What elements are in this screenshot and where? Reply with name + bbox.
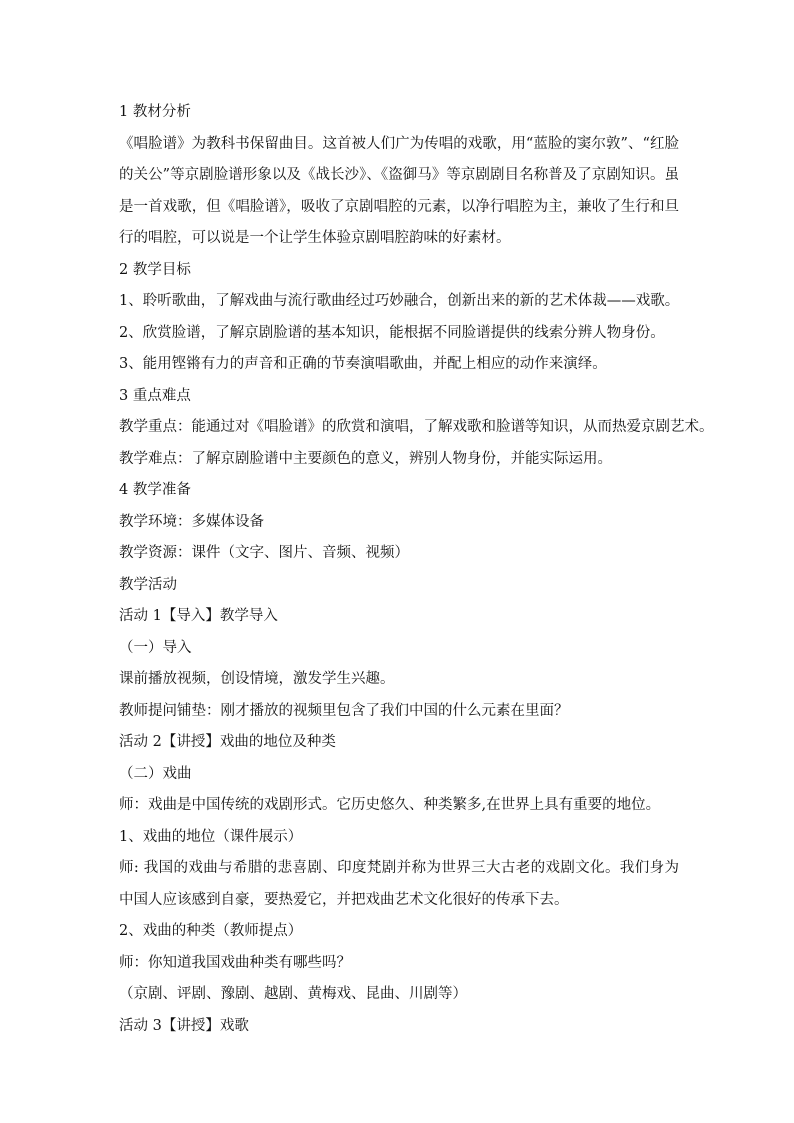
activity-2-item-2: 2、戏曲的种类（教师提点）	[119, 923, 303, 939]
difficulty-text: 教学难点：了解京剧脸谱中主要颜色的意义，辨别人物身份，并能实际运用。	[119, 450, 612, 467]
activity-2-item-1-paragraph: 师: 我国的戏曲与希腊的悲喜剧、印度梵剧并称为世界三大古老的戏剧文化。我们身为中国人应该感到自豪，要热爱它，并把戏曲艺术文化很好的传承下去。	[119, 860, 679, 908]
section-heading-key-points: 3 重点难点	[119, 387, 191, 404]
activity-2-heading: 活动 2【讲授】戏曲的地位及种类	[119, 734, 336, 750]
teaching-resources: 教学资源：课件（文字、图片、音频、视频）	[119, 545, 409, 561]
activities-heading: 教学活动	[119, 576, 177, 593]
section-heading-preparation: 4 教学准备	[119, 482, 191, 498]
section-heading-teaching-goals: 2 教学目标	[119, 261, 191, 278]
goal-item-2: 2、欣赏脸谱，了解京剧脸谱的基本知识，能根据不同脸谱提供的线索分辨人物身份。	[119, 324, 665, 341]
activity-2-subheading: （二）戏曲	[119, 765, 192, 782]
activity-1-heading: 活动 1【导入】教学导入	[119, 608, 278, 624]
goal-item-1: 1、聆听歌曲，了解戏曲与流行歌曲经过巧妙融合，创新出来的新的艺术体裁——戏歌。	[119, 293, 680, 309]
section-heading-textbook-analysis: 1 教材分析	[119, 104, 191, 120]
textbook-analysis-paragraph: 《唱脸谱》为教科书保留曲目。这首被人们广为传唱的戏歌，用“蓝脸的窦尔敦”、“红脸的关公”等京剧脸谱形象以及《战长沙》、《盗御马》等京剧剧目名称普及了京剧知识。虽是一首戏歌，但《唱脸谱》，吸收了京剧唱腔的元素，以净行唱腔为主，兼收了生行和旦行的唱腔，可以说是一个让学生体验京剧唱腔韵味的好素材。	[119, 135, 679, 246]
activity-1-text-1: 课前播放视频，创设情境，激发学生兴趣。	[119, 671, 395, 687]
key-point-text: 教学重点：能通过对《唱脸谱》的欣赏和演唱，了解戏歌和脸谱等知识，从而热爱京剧艺术。	[119, 419, 714, 435]
activity-2-text-1: 师：戏曲是中国传统的戏剧形式。它历史悠久、种类繁多,在世界上具有重要的地位。	[119, 797, 661, 813]
goal-item-3: 3、能用铿锵有力的声音和正确的节奏演唱歌曲，并配上相应的动作来演绎。	[119, 356, 607, 372]
document-page	[119, 97, 714, 1042]
activity-1-text-2: 教师提问铺垫：刚才播放的视频里包含了我们中国的什么元素在里面？	[119, 702, 569, 719]
teaching-environment: 教学环境：多媒体设备	[119, 513, 264, 530]
activity-3-heading: 活动 3【讲授】戏歌	[119, 1017, 249, 1034]
activity-2-question: 师：你知道我国戏曲种类有哪些吗？	[119, 954, 351, 971]
activity-2-item-1: 1、戏曲的地位（课件展示）	[119, 828, 303, 845]
activity-1-subheading: （一）导入	[119, 639, 192, 656]
activity-2-answer: （京剧、评剧、豫剧、越剧、黄梅戏、昆曲、川剧等）	[119, 986, 467, 1002]
